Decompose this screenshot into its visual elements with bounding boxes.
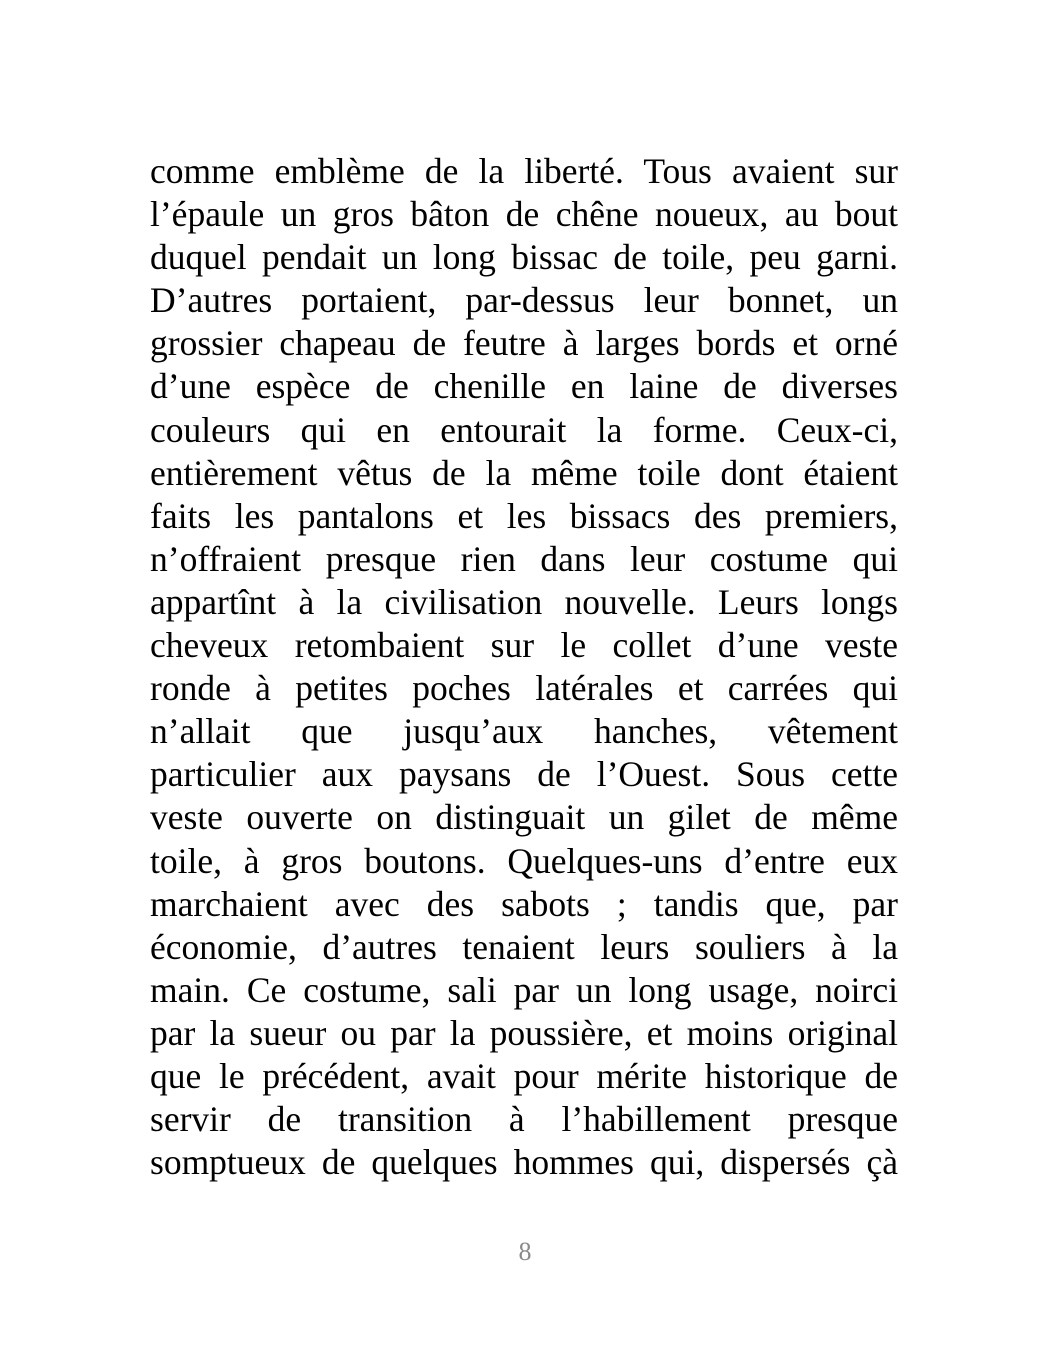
text-line: duquel pendait un long bissac de toile, peu garni.	[150, 237, 898, 278]
page-number: 8	[518, 1237, 532, 1266]
text-line: n’allait que jusqu’aux hanches, vêtement	[150, 711, 898, 752]
text-line: économie, d’autres tenaient leurs souliers à la	[150, 926, 898, 967]
body-text	[150, 150, 898, 1184]
text-line: main. Ce costume, sali par un long usage, noirci	[150, 969, 898, 1010]
text-line: faits les pantalons et les bissacs des premiers,	[150, 495, 898, 536]
text-line: entièrement vêtus de la même toile dont étaient	[150, 452, 898, 493]
text-line: appartînt à la civilisation nouvelle. Leurs longs	[150, 581, 898, 622]
text-line: cheveux retombaient sur le collet d’une veste	[150, 625, 898, 666]
text-line: particulier aux paysans de l’Ouest. Sous cette	[150, 754, 898, 795]
text-line: toile, à gros boutons. Quelques-uns d’entre eux	[150, 840, 898, 881]
text-line: couleurs qui en entourait la forme. Ceux-ci,	[150, 409, 898, 450]
text-line: que le précédent, avait pour mérite historique de	[150, 1055, 898, 1096]
text-line: somptueux de quelques hommes qui, dispersés çà	[150, 1142, 898, 1183]
text-line: d’une espèce de chenille en laine de diverses	[150, 366, 898, 407]
text-line: ronde à petites poches latérales et carrées qui	[150, 668, 898, 709]
text-line: veste ouverte on distinguait un gilet de même	[150, 797, 898, 838]
text-line: n’offraient presque rien dans leur costume qui	[150, 538, 898, 579]
text-line: servir de transition à l’habillement presque	[150, 1099, 898, 1140]
text-line: par la sueur ou par la poussière, et moins original	[150, 1012, 898, 1053]
text-line: l’épaule un gros bâton de chêne noueux, au bout	[150, 194, 898, 235]
text-line: comme emblème de la liberté. Tous avaient sur	[150, 151, 898, 191]
text-line: grossier chapeau de feutre à larges bords et orné	[150, 323, 898, 364]
text-line: marchaient avec des sabots ; tandis que, par	[150, 883, 898, 924]
text-line: D’autres portaient, par-dessus leur bonnet, un	[150, 280, 898, 321]
